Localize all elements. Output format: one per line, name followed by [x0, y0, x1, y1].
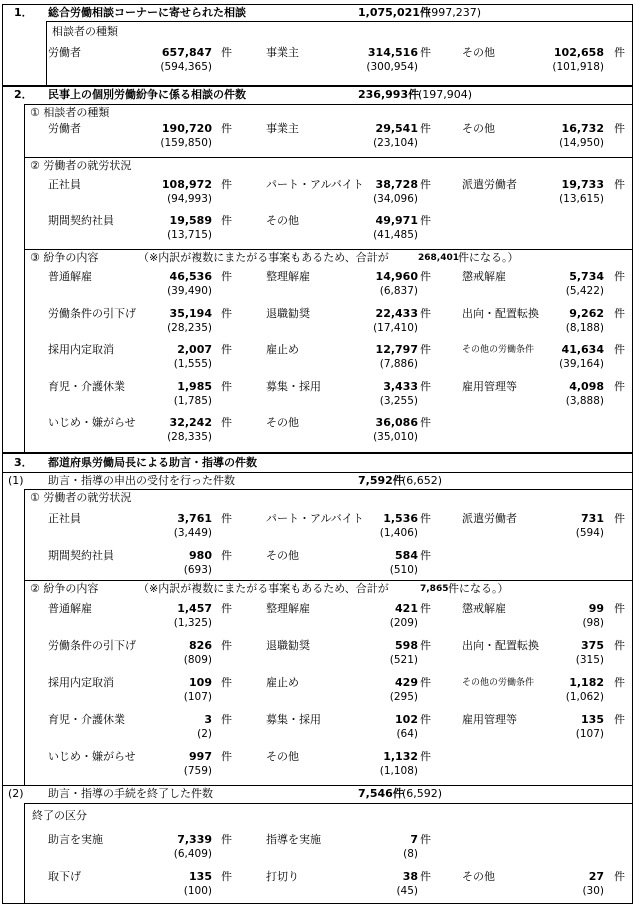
item-label: 懲戒解雇	[462, 602, 506, 615]
item-value: 102,658	[553, 46, 604, 59]
item-label: 整理解雇	[266, 602, 310, 615]
item-prev-value: (107)	[575, 728, 604, 740]
item-label: いじめ・嫌がらせ	[48, 416, 136, 429]
item-label: 出向・配置転換	[462, 639, 539, 652]
item-prev-value: (693)	[183, 564, 212, 576]
item-unit: 件	[221, 379, 232, 393]
section-2-box	[2, 86, 633, 453]
item-prev-value: (98)	[582, 617, 604, 629]
item-value: 38	[402, 870, 418, 883]
item-value: 314,516	[367, 46, 418, 59]
item-unit: 件	[420, 214, 431, 227]
item-unit: 件	[221, 512, 232, 525]
item-prev-value: (6,409)	[173, 848, 212, 860]
item-unit: 件	[221, 270, 232, 283]
item-label: 期間契約社員	[48, 549, 114, 562]
item-label: 募集・採用	[266, 379, 321, 393]
section-3-number: 3．	[14, 456, 33, 469]
item-unit: 件	[420, 512, 431, 525]
item-label: 派遣労働者	[462, 512, 517, 525]
item-label: その他	[462, 870, 495, 883]
s3-p1-g1-title: ① 労働者の就労状況	[30, 491, 132, 504]
item-label: 正社員	[48, 512, 81, 525]
item-label: その他の労働条件	[462, 678, 535, 688]
item-value: 19,589	[169, 214, 212, 227]
item-prev-value: (28,235)	[167, 321, 212, 334]
item-unit: 件	[420, 833, 431, 846]
item-label: 出向・配置転換	[462, 306, 539, 320]
item-label: 採用内定取消	[48, 676, 114, 689]
item-value: 99	[588, 602, 604, 615]
s3-p1-rule	[2, 472, 633, 473]
item-prev-value: (94,993)	[167, 193, 212, 205]
item-label: 雇止め	[266, 343, 299, 356]
item-prev-value: (1,785)	[173, 394, 212, 407]
item-value: 29,541	[375, 122, 418, 135]
item-value: 826	[189, 639, 212, 652]
item-value: 12,797	[375, 343, 418, 356]
item-unit: 件	[221, 676, 232, 689]
item-prev-value: (809)	[183, 654, 212, 666]
s3-p2-total-prev: (6,592)	[402, 787, 443, 800]
item-value: 421	[395, 602, 418, 615]
item-value: 35,194	[169, 306, 212, 320]
item-label: 労働条件の引下げ	[48, 639, 136, 652]
item-unit: 件	[221, 870, 232, 883]
item-label: 労働者	[48, 46, 81, 59]
s2-g3-note-num: 268,401	[418, 253, 459, 263]
item-value: 16,732	[561, 122, 604, 135]
s3-p1-top-rule	[24, 489, 633, 490]
item-value: 135	[189, 870, 212, 883]
s3-p1-title: 助言・指導の申出の受付を行った件数	[48, 474, 235, 487]
s2-top-rule	[24, 104, 633, 105]
item-unit: 件	[614, 46, 625, 59]
item-value: 584	[395, 549, 418, 562]
item-unit: 件	[420, 379, 431, 393]
item-prev-value: (8)	[403, 848, 418, 860]
item-prev-value: (39,164)	[559, 358, 604, 370]
item-value: 46,536	[169, 270, 212, 283]
item-unit: 件	[221, 306, 232, 320]
item-prev-value: (1,325)	[173, 617, 212, 629]
s3-p1-total: 7,592件	[358, 474, 404, 487]
s1-inner-box	[46, 21, 633, 86]
item-unit: 件	[614, 676, 625, 689]
item-label: 正社員	[48, 178, 81, 191]
item-value: 108,972	[161, 178, 212, 191]
item-value: 997	[189, 750, 212, 763]
item-unit: 件	[614, 379, 625, 393]
item-value: 22,433	[375, 306, 418, 320]
item-prev-value: (28,335)	[167, 431, 212, 443]
item-prev-value: (23,104)	[373, 137, 418, 149]
s2-g3-note-b: 件になる。）	[458, 251, 519, 264]
item-label: 事業主	[266, 122, 299, 135]
item-prev-value: (64)	[396, 728, 418, 740]
item-value: 7	[410, 833, 418, 846]
item-prev-value: (300,954)	[366, 61, 418, 73]
item-prev-value: (34,096)	[373, 193, 418, 205]
item-unit: 件	[614, 639, 625, 652]
s2-g2-title: ② 労働者の就労状況	[30, 159, 132, 172]
item-unit: 件	[221, 549, 232, 562]
item-unit: 件	[420, 870, 431, 883]
item-unit: 件	[420, 306, 431, 320]
item-prev-value: (39,490)	[167, 285, 212, 297]
item-label: その他	[462, 122, 495, 135]
item-unit: 件	[420, 178, 431, 191]
item-label: 採用内定取消	[48, 343, 114, 356]
item-unit: 件	[420, 639, 431, 652]
item-prev-value: (521)	[389, 654, 418, 666]
item-label: 指導を実施	[266, 833, 321, 846]
item-label: 育児・介護休業	[48, 379, 125, 393]
section-2-number: 2．	[14, 88, 33, 101]
section-3-title: 都道府県労働局長による助言・指導の件数	[48, 456, 257, 469]
item-label: 助言を実施	[48, 833, 103, 846]
item-prev-value: (1,555)	[173, 358, 212, 370]
item-unit: 件	[420, 602, 431, 615]
item-prev-value: (759)	[183, 765, 212, 777]
s3-p2-number: (2)	[8, 787, 24, 800]
item-unit: 件	[420, 270, 431, 283]
item-label: 雇用管理等	[462, 379, 517, 393]
item-prev-value: (295)	[389, 691, 418, 703]
item-value: 14,960	[375, 270, 418, 283]
item-unit: 件	[420, 549, 431, 562]
item-label: パート・アルバイト	[266, 512, 364, 525]
item-prev-value: (35,010)	[373, 431, 418, 443]
item-prev-value: (101,918)	[552, 61, 604, 73]
item-unit: 件	[221, 343, 232, 356]
item-prev-value: (3,888)	[565, 394, 604, 407]
s3-p2-g1-title: 終了の区分	[32, 809, 87, 822]
item-label: 労働条件の引下げ	[48, 306, 136, 320]
item-value: 1,985	[177, 379, 212, 393]
s3-p1-g2-note-num: 7,865	[420, 584, 449, 594]
item-label: 打切り	[266, 870, 299, 883]
item-prev-value: (3,449)	[173, 527, 212, 539]
item-label: 取下げ	[48, 870, 81, 883]
item-prev-value: (510)	[389, 564, 418, 576]
section-2-title: 民事上の個別労働紛争に係る相談の件数	[48, 88, 246, 101]
item-unit: 件	[614, 870, 625, 883]
item-label: 募集・採用	[266, 713, 321, 726]
item-value: 598	[395, 639, 418, 652]
item-value: 32,242	[169, 416, 212, 429]
item-label: 退職勧奨	[266, 639, 310, 652]
item-prev-value: (1,108)	[379, 765, 418, 777]
item-unit: 件	[221, 639, 232, 652]
s2-g3-title: ③ 紛争の内容	[30, 251, 99, 264]
item-label: いじめ・嫌がらせ	[48, 750, 136, 763]
item-prev-value: (2)	[197, 728, 212, 740]
item-value: 980	[189, 549, 212, 562]
s3-p1-left-rule	[24, 489, 25, 785]
item-value: 135	[581, 713, 604, 726]
item-value: 5,734	[569, 270, 604, 283]
item-label: 普通解雇	[48, 602, 92, 615]
s2-g3-note-a: （※内訳が複数にまたがる事案もあるため、合計が	[138, 251, 389, 264]
item-prev-value: (13,615)	[559, 193, 604, 205]
item-prev-value: (30)	[582, 885, 604, 897]
s3-p1-total-prev: (6,652)	[402, 474, 443, 487]
item-value: 1,457	[177, 602, 212, 615]
item-unit: 件	[614, 270, 625, 283]
section-1-title: 総合労働相談コーナーに寄せられた相談	[48, 6, 246, 19]
item-value: 2,007	[177, 343, 212, 356]
item-unit: 件	[420, 713, 431, 726]
item-prev-value: (45)	[396, 885, 418, 897]
section-1-total: 1,075,021件	[358, 6, 431, 19]
item-unit: 件	[221, 122, 232, 135]
item-prev-value: (5,422)	[565, 285, 604, 297]
item-unit: 件	[221, 713, 232, 726]
item-label: その他	[266, 549, 299, 562]
s2-g1-title: ① 相談者の種類	[30, 106, 110, 119]
section-2-total-prev: (197,904)	[418, 88, 473, 101]
item-label: その他	[266, 214, 299, 227]
item-value: 4,098	[569, 379, 604, 393]
s3-p1-g2-title: ② 紛争の内容	[30, 582, 99, 595]
item-label: 普通解雇	[48, 270, 92, 283]
s3-p2-top-rule	[24, 803, 633, 804]
item-prev-value: (159,850)	[160, 137, 212, 149]
item-label: その他の労働条件	[462, 345, 535, 355]
item-unit: 件	[221, 750, 232, 763]
item-value: 1,536	[383, 512, 418, 525]
item-prev-value: (209)	[389, 617, 418, 629]
item-value: 36,086	[375, 416, 418, 429]
item-label: 派遣労働者	[462, 178, 517, 191]
item-prev-value: (41,485)	[373, 229, 418, 241]
item-prev-value: (594,365)	[160, 61, 212, 73]
item-label: 雇止め	[266, 676, 299, 689]
item-prev-value: (6,837)	[379, 285, 418, 297]
item-prev-value: (8,188)	[565, 321, 604, 334]
item-unit: 件	[614, 512, 625, 525]
item-label: その他	[462, 46, 495, 59]
item-label: その他	[266, 750, 299, 763]
item-unit: 件	[420, 676, 431, 689]
item-value: 190,720	[161, 122, 212, 135]
item-value: 38,728	[375, 178, 418, 191]
item-label: 懲戒解雇	[462, 270, 506, 283]
item-label: 育児・介護休業	[48, 713, 125, 726]
s2-g2-rule	[24, 157, 633, 158]
item-prev-value: (7,886)	[379, 358, 418, 370]
item-unit: 件	[221, 46, 232, 59]
item-prev-value: (100)	[183, 885, 212, 897]
item-label: パート・アルバイト	[266, 178, 364, 191]
s1-subtitle: 相談者の種類	[52, 25, 118, 38]
s3-p2-title: 助言・指導の手続を終了した件数	[48, 787, 213, 800]
item-value: 7,339	[177, 833, 212, 846]
section-1-total-prev: (997,237)	[427, 6, 482, 19]
item-value: 731	[581, 512, 604, 525]
item-unit: 件	[420, 46, 431, 59]
item-value: 49,971	[375, 214, 418, 227]
item-prev-value: (3,255)	[379, 394, 418, 407]
item-value: 1,182	[569, 676, 604, 689]
item-unit: 件	[614, 122, 625, 135]
item-value: 429	[395, 676, 418, 689]
section-1-number: 1．	[14, 6, 33, 19]
item-value: 375	[581, 639, 604, 652]
item-label: 退職勧奨	[266, 306, 310, 320]
s3-p1-g2-note-b: 件になる。）	[448, 582, 509, 595]
item-value: 9,262	[569, 306, 604, 320]
item-prev-value: (14,950)	[559, 137, 604, 149]
item-unit: 件	[221, 602, 232, 615]
item-unit: 件	[221, 214, 232, 227]
item-unit: 件	[614, 343, 625, 356]
item-label: 雇用管理等	[462, 713, 517, 726]
item-label: その他	[266, 416, 299, 429]
item-unit: 件	[221, 178, 232, 191]
item-prev-value: (1,406)	[379, 527, 418, 539]
item-unit: 件	[420, 122, 431, 135]
item-label: 事業主	[266, 46, 299, 59]
item-prev-value: (17,410)	[373, 321, 418, 334]
s3-p2-total: 7,546件	[358, 787, 404, 800]
item-value: 109	[189, 676, 212, 689]
item-value: 102	[395, 713, 418, 726]
item-unit: 件	[420, 343, 431, 356]
item-unit: 件	[221, 416, 232, 429]
item-unit: 件	[221, 833, 232, 846]
item-unit: 件	[614, 306, 625, 320]
item-unit: 件	[614, 713, 625, 726]
item-prev-value: (315)	[575, 654, 604, 666]
item-unit: 件	[420, 416, 431, 429]
item-prev-value: (107)	[183, 691, 212, 703]
item-prev-value: (594)	[575, 527, 604, 539]
section-2-total: 236,993件	[358, 88, 420, 101]
item-value: 657,847	[161, 46, 212, 59]
s3-p1-number: (1)	[8, 474, 24, 487]
s3-p1-g2-rule	[24, 580, 633, 581]
item-value: 27	[588, 870, 604, 883]
item-label: 労働者	[48, 122, 81, 135]
s3-p1-g2-note-a: （※内訳が複数にまたがる事案もあるため、合計が	[138, 582, 389, 595]
item-value: 1,132	[383, 750, 418, 763]
item-prev-value: (13,715)	[167, 229, 212, 241]
s3-p2-left-rule	[24, 803, 25, 904]
s2-g3-rule	[24, 249, 633, 250]
item-value: 3,761	[177, 512, 212, 525]
item-unit: 件	[614, 602, 625, 615]
item-value: 3	[204, 713, 212, 726]
item-unit: 件	[614, 178, 625, 191]
item-unit: 件	[420, 750, 431, 763]
item-label: 期間契約社員	[48, 214, 114, 227]
s3-p2-rule	[2, 785, 633, 786]
item-label: 整理解雇	[266, 270, 310, 283]
item-value: 3,433	[383, 379, 418, 393]
item-prev-value: (1,062)	[565, 691, 604, 703]
item-value: 41,634	[561, 343, 604, 356]
item-value: 19,733	[561, 178, 604, 191]
